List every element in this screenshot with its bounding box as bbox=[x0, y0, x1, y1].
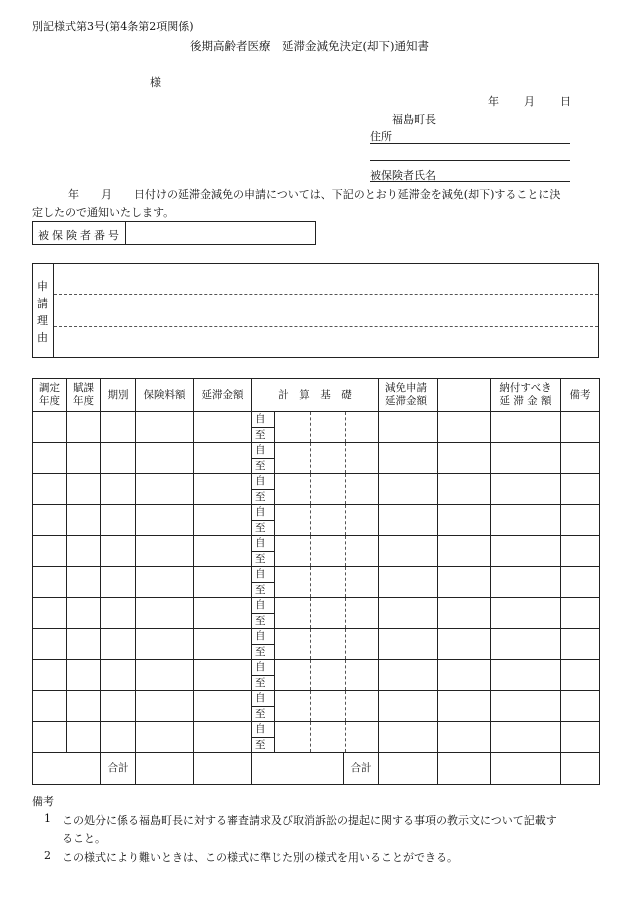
table-cell[interactable] bbox=[67, 474, 101, 505]
table-row bbox=[33, 629, 600, 660]
table-cell[interactable] bbox=[379, 536, 438, 567]
table-cell[interactable] bbox=[491, 722, 561, 753]
table-cell[interactable] bbox=[101, 505, 136, 536]
table-cell[interactable] bbox=[33, 691, 67, 722]
table-cell[interactable] bbox=[561, 536, 600, 567]
note-1-number: 1 bbox=[44, 812, 51, 825]
table-cell[interactable] bbox=[491, 567, 561, 598]
table-cell[interactable] bbox=[491, 443, 561, 474]
table-cell[interactable] bbox=[33, 536, 67, 567]
calculation-table bbox=[32, 378, 600, 785]
table-cell[interactable] bbox=[438, 722, 491, 753]
from-label: 自 bbox=[252, 505, 274, 521]
table-cell[interactable] bbox=[136, 443, 194, 474]
table-cell[interactable] bbox=[33, 412, 67, 443]
table-cell[interactable] bbox=[561, 505, 600, 536]
to-label: 至 bbox=[255, 646, 266, 658]
from-label: 自 bbox=[252, 443, 274, 459]
table-cell[interactable] bbox=[136, 505, 194, 536]
from-label: 自 bbox=[252, 660, 274, 676]
table-cell[interactable] bbox=[101, 660, 136, 691]
table-cell[interactable] bbox=[379, 629, 438, 660]
table-cell[interactable] bbox=[379, 505, 438, 536]
table-cell[interactable] bbox=[101, 536, 136, 567]
table-cell[interactable] bbox=[561, 443, 600, 474]
to-label: 至 bbox=[255, 429, 266, 441]
table-cell[interactable] bbox=[136, 629, 194, 660]
table-cell[interactable] bbox=[194, 505, 252, 536]
table-cell[interactable] bbox=[379, 443, 438, 474]
reason-label-3: 理 bbox=[37, 314, 48, 327]
insured-number-label: 被保険者番号 bbox=[38, 229, 122, 242]
from-label: 自 bbox=[252, 629, 274, 645]
table-cell[interactable] bbox=[438, 412, 491, 443]
header-entaikin: 延滞金額 bbox=[194, 379, 252, 412]
table-cell[interactable] bbox=[194, 567, 252, 598]
table-cell[interactable] bbox=[67, 660, 101, 691]
table-cell[interactable] bbox=[379, 474, 438, 505]
to-label: 至 bbox=[255, 677, 266, 689]
from-label: 自 bbox=[252, 474, 274, 490]
header-kibetsu: 期別 bbox=[101, 379, 136, 412]
table-cell[interactable] bbox=[438, 443, 491, 474]
calc-basis-cell[interactable] bbox=[252, 412, 379, 443]
total-nofu[interactable] bbox=[491, 753, 561, 785]
total-blank-2[interactable] bbox=[438, 753, 491, 785]
table-row bbox=[33, 691, 600, 722]
reason-divider bbox=[53, 263, 54, 358]
table-cell[interactable] bbox=[67, 722, 101, 753]
table-cell[interactable] bbox=[136, 474, 194, 505]
table-cell[interactable] bbox=[379, 722, 438, 753]
table-cell[interactable] bbox=[194, 412, 252, 443]
table-cell[interactable] bbox=[67, 691, 101, 722]
date-month: 月 bbox=[524, 95, 535, 108]
table-row bbox=[33, 660, 600, 691]
reason-line-1 bbox=[54, 294, 598, 295]
header-biko: 備考 bbox=[561, 379, 600, 412]
table-cell[interactable] bbox=[101, 691, 136, 722]
calc-basis-cell[interactable] bbox=[252, 722, 379, 753]
table-cell[interactable] bbox=[438, 474, 491, 505]
table-row bbox=[33, 474, 600, 505]
table-cell[interactable] bbox=[67, 412, 101, 443]
issuer-name: 福島町長 bbox=[392, 113, 436, 126]
table-cell[interactable] bbox=[67, 536, 101, 567]
table-cell[interactable] bbox=[33, 567, 67, 598]
note-1-text: この処分に係る福島町長に対する審査請求及び取消訴訟の提起に関する事項の教示文について記載す bbox=[62, 814, 557, 827]
body-line-2: 定したので通知いたします。 bbox=[32, 206, 175, 219]
table-cell[interactable] bbox=[561, 660, 600, 691]
total-blank bbox=[33, 753, 101, 785]
table-cell[interactable] bbox=[136, 567, 194, 598]
table-cell[interactable] bbox=[491, 474, 561, 505]
to-label: 至 bbox=[255, 460, 266, 472]
to-label: 至 bbox=[255, 739, 266, 751]
date-day: 日 bbox=[560, 95, 571, 108]
table-cell[interactable] bbox=[561, 412, 600, 443]
table-row bbox=[33, 536, 600, 567]
header-chotei: 調定 年度 bbox=[33, 379, 67, 412]
table-cell[interactable] bbox=[136, 691, 194, 722]
reason-label-1: 申 bbox=[37, 280, 48, 293]
calc-basis-cell[interactable] bbox=[252, 474, 379, 505]
calc-basis-cell[interactable] bbox=[252, 598, 379, 629]
table-cell[interactable] bbox=[136, 722, 194, 753]
table-cell[interactable] bbox=[438, 629, 491, 660]
address-line-2 bbox=[370, 160, 570, 161]
table-cell[interactable] bbox=[67, 567, 101, 598]
table-cell[interactable] bbox=[194, 629, 252, 660]
calc-basis-cell[interactable] bbox=[252, 660, 379, 691]
table-cell[interactable] bbox=[194, 536, 252, 567]
insured-number-field[interactable] bbox=[130, 227, 310, 241]
table-cell[interactable] bbox=[379, 598, 438, 629]
table-cell[interactable] bbox=[438, 505, 491, 536]
reason-line-2 bbox=[54, 326, 598, 327]
table-cell[interactable] bbox=[33, 443, 67, 474]
total-calc bbox=[252, 753, 379, 785]
table-cell[interactable] bbox=[491, 505, 561, 536]
reason-label-2: 請 bbox=[37, 297, 48, 310]
table-cell[interactable] bbox=[438, 567, 491, 598]
total-label-right: 合計 bbox=[343, 753, 378, 784]
table-cell[interactable] bbox=[194, 660, 252, 691]
address-line bbox=[370, 143, 570, 144]
header-keisan: 計 算 基 礎 bbox=[252, 379, 379, 412]
document-title: 後期高齢者医療 延滞金減免決定(却下)通知書 bbox=[190, 39, 429, 53]
calc-basis-cell[interactable] bbox=[252, 536, 379, 567]
table-cell[interactable] bbox=[33, 598, 67, 629]
table-cell[interactable] bbox=[379, 691, 438, 722]
table-cell[interactable] bbox=[194, 598, 252, 629]
address-label: 住所 bbox=[370, 130, 392, 143]
table-cell[interactable] bbox=[194, 691, 252, 722]
table-cell[interactable] bbox=[101, 722, 136, 753]
table-cell[interactable] bbox=[438, 598, 491, 629]
table-row bbox=[33, 443, 600, 474]
to-label: 至 bbox=[255, 615, 266, 627]
total-label-left: 合計 bbox=[101, 753, 136, 785]
calc-basis-cell[interactable] bbox=[252, 443, 379, 474]
table-cell[interactable] bbox=[101, 629, 136, 660]
table-row bbox=[33, 598, 600, 629]
insured-name-line bbox=[370, 181, 570, 182]
table-cell[interactable] bbox=[561, 598, 600, 629]
table-cell[interactable] bbox=[136, 412, 194, 443]
header-fuka: 賦課 年度 bbox=[67, 379, 101, 412]
form-reference: 別記様式第3号(第4条第2項関係) bbox=[32, 20, 194, 33]
total-genmen[interactable] bbox=[379, 753, 438, 785]
table-cell[interactable] bbox=[379, 660, 438, 691]
table-cell[interactable] bbox=[101, 598, 136, 629]
table-cell[interactable] bbox=[136, 598, 194, 629]
reason-box bbox=[32, 263, 599, 358]
date-year: 年 bbox=[488, 95, 499, 108]
reason-label-4: 由 bbox=[37, 331, 48, 344]
to-label: 至 bbox=[255, 708, 266, 720]
table-cell[interactable] bbox=[101, 443, 136, 474]
table-cell[interactable] bbox=[33, 660, 67, 691]
table-cell[interactable] bbox=[136, 660, 194, 691]
table-cell[interactable] bbox=[101, 412, 136, 443]
from-label: 自 bbox=[252, 536, 274, 552]
table-cell[interactable] bbox=[561, 474, 600, 505]
addressee-sama: 様 bbox=[150, 76, 161, 89]
table-cell[interactable] bbox=[561, 691, 600, 722]
table-cell[interactable] bbox=[491, 536, 561, 567]
total-biko[interactable] bbox=[561, 753, 600, 785]
table-cell[interactable] bbox=[491, 660, 561, 691]
table-cell[interactable] bbox=[438, 660, 491, 691]
note-2-number: 2 bbox=[44, 849, 51, 862]
table-cell[interactable] bbox=[491, 412, 561, 443]
from-label: 自 bbox=[252, 691, 274, 707]
insured-number-divider bbox=[125, 221, 126, 245]
total-hokenryo[interactable] bbox=[136, 753, 194, 785]
calc-basis-cell[interactable] bbox=[252, 691, 379, 722]
table-row bbox=[33, 412, 600, 443]
header-hokenryo: 保険料額 bbox=[136, 379, 194, 412]
table-cell[interactable] bbox=[379, 412, 438, 443]
to-label: 至 bbox=[255, 491, 266, 503]
table-cell[interactable] bbox=[33, 505, 67, 536]
insured-name-label: 被保険者氏名 bbox=[370, 169, 436, 182]
table-row bbox=[33, 567, 600, 598]
table-cell[interactable] bbox=[561, 567, 600, 598]
total-entaikin[interactable] bbox=[194, 753, 252, 785]
table-row bbox=[33, 505, 600, 536]
header-genmen: 減免申請 延滞金額 bbox=[379, 379, 438, 412]
note-1-continued: ること。 bbox=[62, 832, 106, 845]
to-label: 至 bbox=[255, 522, 266, 534]
table-cell[interactable] bbox=[561, 722, 600, 753]
table-cell[interactable] bbox=[33, 474, 67, 505]
from-label: 自 bbox=[252, 412, 274, 428]
table-cell[interactable] bbox=[491, 598, 561, 629]
table-cell[interactable] bbox=[101, 567, 136, 598]
body-line-1: 年 月 日付けの延滞金減免の申請については、下記のとおり延滞金を減免(却下)することに決 bbox=[68, 188, 561, 201]
table-cell[interactable] bbox=[67, 629, 101, 660]
table-cell[interactable] bbox=[194, 443, 252, 474]
to-label: 至 bbox=[255, 553, 266, 565]
table-cell[interactable] bbox=[136, 536, 194, 567]
table-cell[interactable] bbox=[67, 443, 101, 474]
table-cell[interactable] bbox=[438, 691, 491, 722]
table-cell[interactable] bbox=[33, 629, 67, 660]
table-cell[interactable] bbox=[491, 691, 561, 722]
calc-basis-cell[interactable] bbox=[252, 505, 379, 536]
to-label: 至 bbox=[255, 584, 266, 596]
from-label: 自 bbox=[252, 567, 274, 583]
calc-basis-cell[interactable] bbox=[252, 567, 379, 598]
table-cell[interactable] bbox=[194, 722, 252, 753]
header-blank bbox=[438, 379, 491, 412]
from-label: 自 bbox=[252, 598, 274, 614]
notes-title: 備考 bbox=[32, 795, 54, 808]
table-row bbox=[33, 722, 600, 753]
note-2-text: この様式により難いときは、この様式に準じた別の様式を用いることができる。 bbox=[62, 851, 458, 864]
header-nofu: 納付すべき 延 滞 金 額 bbox=[491, 379, 561, 412]
table-cell[interactable] bbox=[491, 629, 561, 660]
table-cell[interactable] bbox=[67, 505, 101, 536]
table-header-row bbox=[33, 379, 600, 412]
table-cell[interactable] bbox=[67, 598, 101, 629]
total-row bbox=[33, 753, 600, 785]
from-label: 自 bbox=[252, 722, 274, 738]
table-cell[interactable] bbox=[101, 474, 136, 505]
calc-basis-cell[interactable] bbox=[252, 629, 379, 660]
table-cell[interactable] bbox=[379, 567, 438, 598]
table-cell[interactable] bbox=[561, 629, 600, 660]
table-cell[interactable] bbox=[33, 722, 67, 753]
table-cell[interactable] bbox=[194, 474, 252, 505]
table-cell[interactable] bbox=[438, 536, 491, 567]
